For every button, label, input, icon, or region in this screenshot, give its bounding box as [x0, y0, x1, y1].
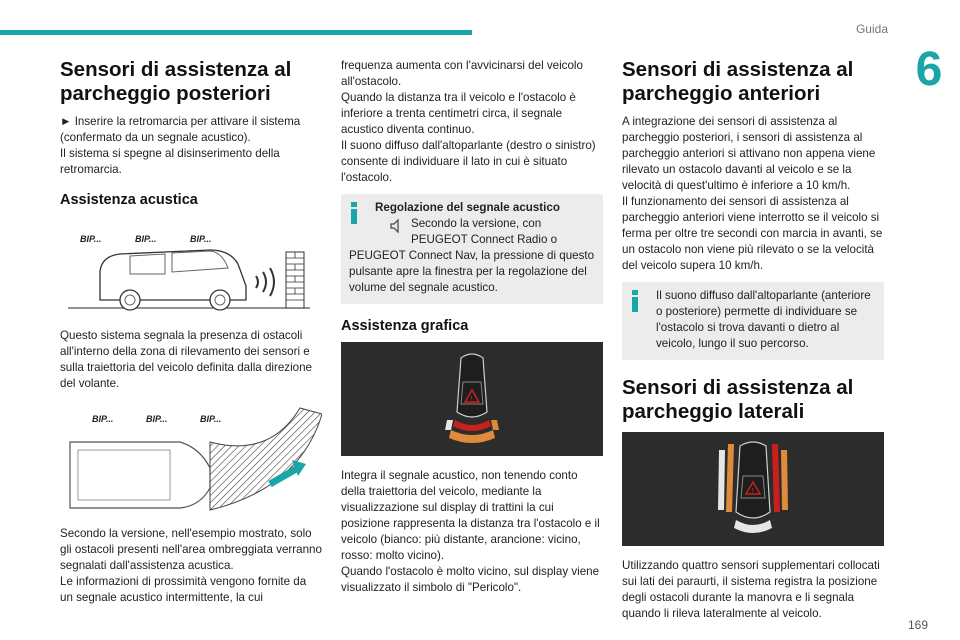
- graphic-text-1: Integra il segnale acustico, non tenendo conto della traiettoria del veicolo, mediante la visualizzazione sul display di trattini la cui posizione rappresenta la distanza tra l'ostacolo e il veicolo (bianco: più distante, arancione: vicino, rosso: molto vicino).: [341, 469, 600, 562]
- bip-label-4: BIP...: [92, 414, 114, 424]
- frequency-text: frequenza aumenta con l'avvicinarsi del veicolo all'ostacolo.: [341, 59, 583, 88]
- distance-text: Quando la distanza tra il veicolo e l'ostacolo è inferiore a trenta centimetri circa, il segnale acustico diventa continuo.: [341, 91, 576, 136]
- column-2: [341, 58, 603, 596]
- speaker-icon: [389, 218, 405, 234]
- acoustic-text-1: Questo sistema segnala la presenza di ostacoli all'interno della zona di rilevamento dei sensori e sulla traiettoria del veicolo definita dalla direzione del volante.: [60, 329, 312, 390]
- intro-text-2: Il sistema si spegne al disinserimento della retromarcia.: [60, 147, 280, 176]
- bip-label-1: BIP...: [80, 234, 102, 244]
- proximity-text: Le informazioni di prossimità vengono fornite da un segnale acustico intermittente, la cui: [60, 575, 307, 604]
- trajectory-illustration: [60, 398, 322, 514]
- svg-text:!: !: [470, 396, 473, 403]
- side-text: Utilizzando quattro sensori supplementari collocati sui lati dei paraurti, il sistema registra la posizione degli ostacoli durante la manovra e li segnala quando li rileva lateralmente al veicolo.: [622, 559, 880, 620]
- figure-acoustic-car: [60, 216, 322, 316]
- column-1: [60, 58, 322, 606]
- shaded-area-text: Secondo la versione, nell'esempio mostrato, solo gli ostacoli presenti nell'area ombreggiata verranno segnalati dall'assistenza acustica.: [60, 527, 322, 572]
- note-speaker-text: Il suono diffuso dall'altoparlante (anteriore o posteriore) permette di individuare se l'ostacolo si trova davanti o dietro al veicolo, lungo il suo percorso.: [656, 289, 871, 350]
- title-side-sensors: Sensori di assistenza al parcheggio laterali: [622, 376, 854, 423]
- front-text-1: A integrazione dei sensori di assistenza al parcheggio posteriori, i sensori di assistenza al parcheggio anteriori si attivano non appena viene rilevato un ostacolo davanti al veicolo e se la velocità di quest'ultimo è inferiore a 10 km/h.: [622, 115, 876, 192]
- info-icon: [631, 290, 639, 312]
- bip-label-3: BIP...: [190, 234, 212, 244]
- svg-text:!: !: [751, 488, 754, 495]
- heading-acoustic: Assistenza acustica: [60, 192, 198, 208]
- title-rear-sensors: Sensori di assistenza al parcheggio posteriori: [60, 58, 292, 105]
- title-front-sensors: Sensori di assistenza al parcheggio anteriori: [622, 58, 854, 105]
- header-accent-bar: [0, 30, 472, 35]
- car-side-illustration: [60, 216, 322, 316]
- note-title: Regolazione del segnale acustico: [375, 201, 560, 214]
- bip-label-2: BIP...: [135, 234, 157, 244]
- rear-display-illustration: [341, 342, 603, 456]
- chapter-number: 6: [915, 43, 943, 96]
- intro-text-1: ► Inserire la retromarcia per attivare il sistema (confermato da un segnale acustico).: [60, 115, 301, 144]
- front-text-2: Il funzionamento dei sensori di assistenza al parcheggio anteriori viene interrotto se il veicolo si ferma per oltre tre secondi con marcia in avanti, se un ostacolo non viene più rilevato o se la velocità del veicolo supera 10 km/h.: [622, 195, 883, 272]
- graphic-text-2: Quando l'ostacolo è molto vicino, sul display viene visualizzato il simbolo di "Pericolo".: [341, 565, 600, 594]
- note-text-2: PEUGEOT Connect Nav, la pressione di questo pulsante apre la finestra per la regolazione del volume del segnale acustico.: [349, 249, 595, 294]
- column-3: [622, 58, 884, 622]
- graphic-display-side: [622, 432, 884, 546]
- bip-label-5: BIP...: [146, 414, 168, 424]
- heading-graphic: Assistenza grafica: [341, 318, 469, 334]
- section-label: Guida: [855, 22, 888, 36]
- bip-label-6: BIP...: [200, 414, 222, 424]
- graphic-display-rear: [341, 342, 603, 456]
- speaker-text: Il suono diffuso dall'altoparlante (destro o sinistro) consente di individuare il lato in cui è situato l'ostacolo.: [341, 139, 596, 184]
- note-volume-setting: [341, 194, 603, 304]
- figure-trajectory: [60, 398, 322, 514]
- side-display-illustration: [622, 432, 884, 546]
- page-number: 169: [907, 618, 928, 632]
- note-text-1: Secondo la versione, con PEUGEOT Connect Radio o: [411, 217, 558, 246]
- note-speaker-direction: [622, 282, 884, 360]
